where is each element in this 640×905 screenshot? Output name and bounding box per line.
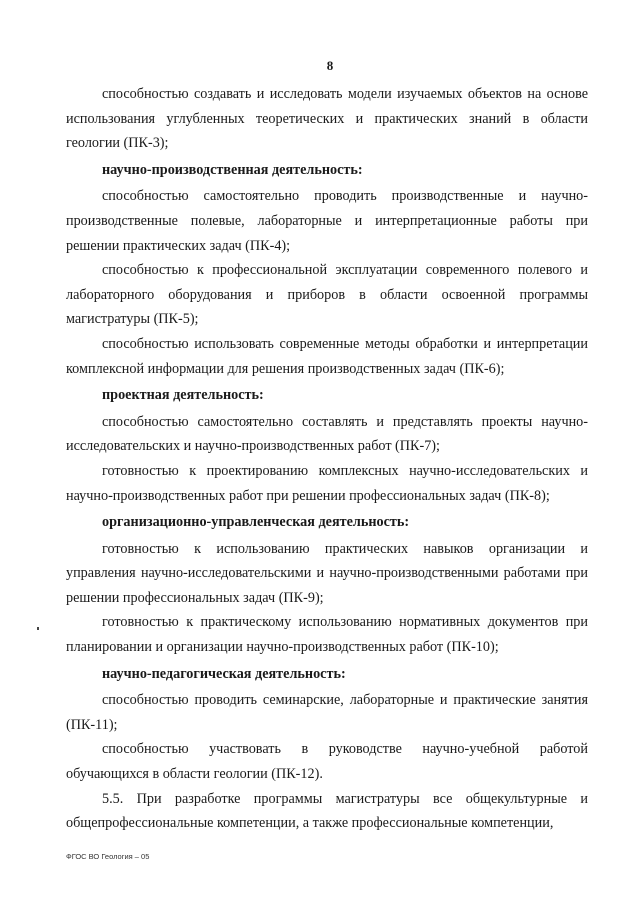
paragraph-pk6: способностью использовать современные методы обработки и интерпретации комплексной информации для решения производственных задач (ПК-6); [66, 335, 588, 377]
paragraph-pk10: готовностью к практическому использованию нормативных документов при планировании и организации научно-производственных работ (ПК-10); [66, 614, 588, 656]
section-heading-production: научно-производственная деятельность: [102, 161, 363, 178]
section-heading-management: организационно-управленческая деятельность: [102, 514, 410, 531]
paragraph-pk8: готовностью к проектированию комплексных научно-исследовательских и научно-производственных работ при решении профессиональных задач (ПК-8); [66, 462, 588, 504]
paragraph-5-5: 5.5. При разработке программы магистратуры все общекультурные и общепрофессиональные компетенции, а также профессиональные компетенции, [66, 790, 588, 832]
paragraph-pk3: способностью создавать и исследовать модели изучаемых объектов на основе использования углубленных теоретических и практических знаний в области геологии (ПК-3); [66, 86, 588, 152]
section-heading-project: проектная деятельность: [102, 387, 264, 404]
document-body [66, 82, 588, 836]
paragraph-pk5: способностью к профессиональной эксплуатации современного полевого и лабораторного оборудования и приборов в области освоенной программы магистратуры (ПК-5); [66, 262, 588, 328]
scan-mark [37, 627, 39, 630]
paragraph-pk7: способностью самостоятельно составлять и представлять проекты научно-исследовательских и научно-производственных работ (ПК-7); [66, 413, 588, 455]
page-number: 8 [326, 58, 334, 73]
paragraph-pk11: способностью проводить семинарские, лабораторные и практические занятия (ПК-11); [66, 692, 588, 733]
paragraph-pk12: способностью участвовать в руководстве научно-учебной работой обучающихся в области геологии (ПК-12). [66, 741, 588, 783]
section-heading-pedagogical: научно-педагогическая деятельность: [102, 665, 346, 682]
page-footer: ФГОС ВО Геология – 05 [66, 852, 150, 861]
paragraph-pk4: способностью самостоятельно проводить производственные и научно-производственные полевые, лабораторные и интерпретационные работы при решении практических задач (ПК-4); [66, 188, 588, 254]
paragraph-pk9: готовностью к использованию практических навыков организации и управления научно-исследовательскими и научно-производственными работами при решении профессиональных задач (ПК-9); [66, 540, 588, 606]
